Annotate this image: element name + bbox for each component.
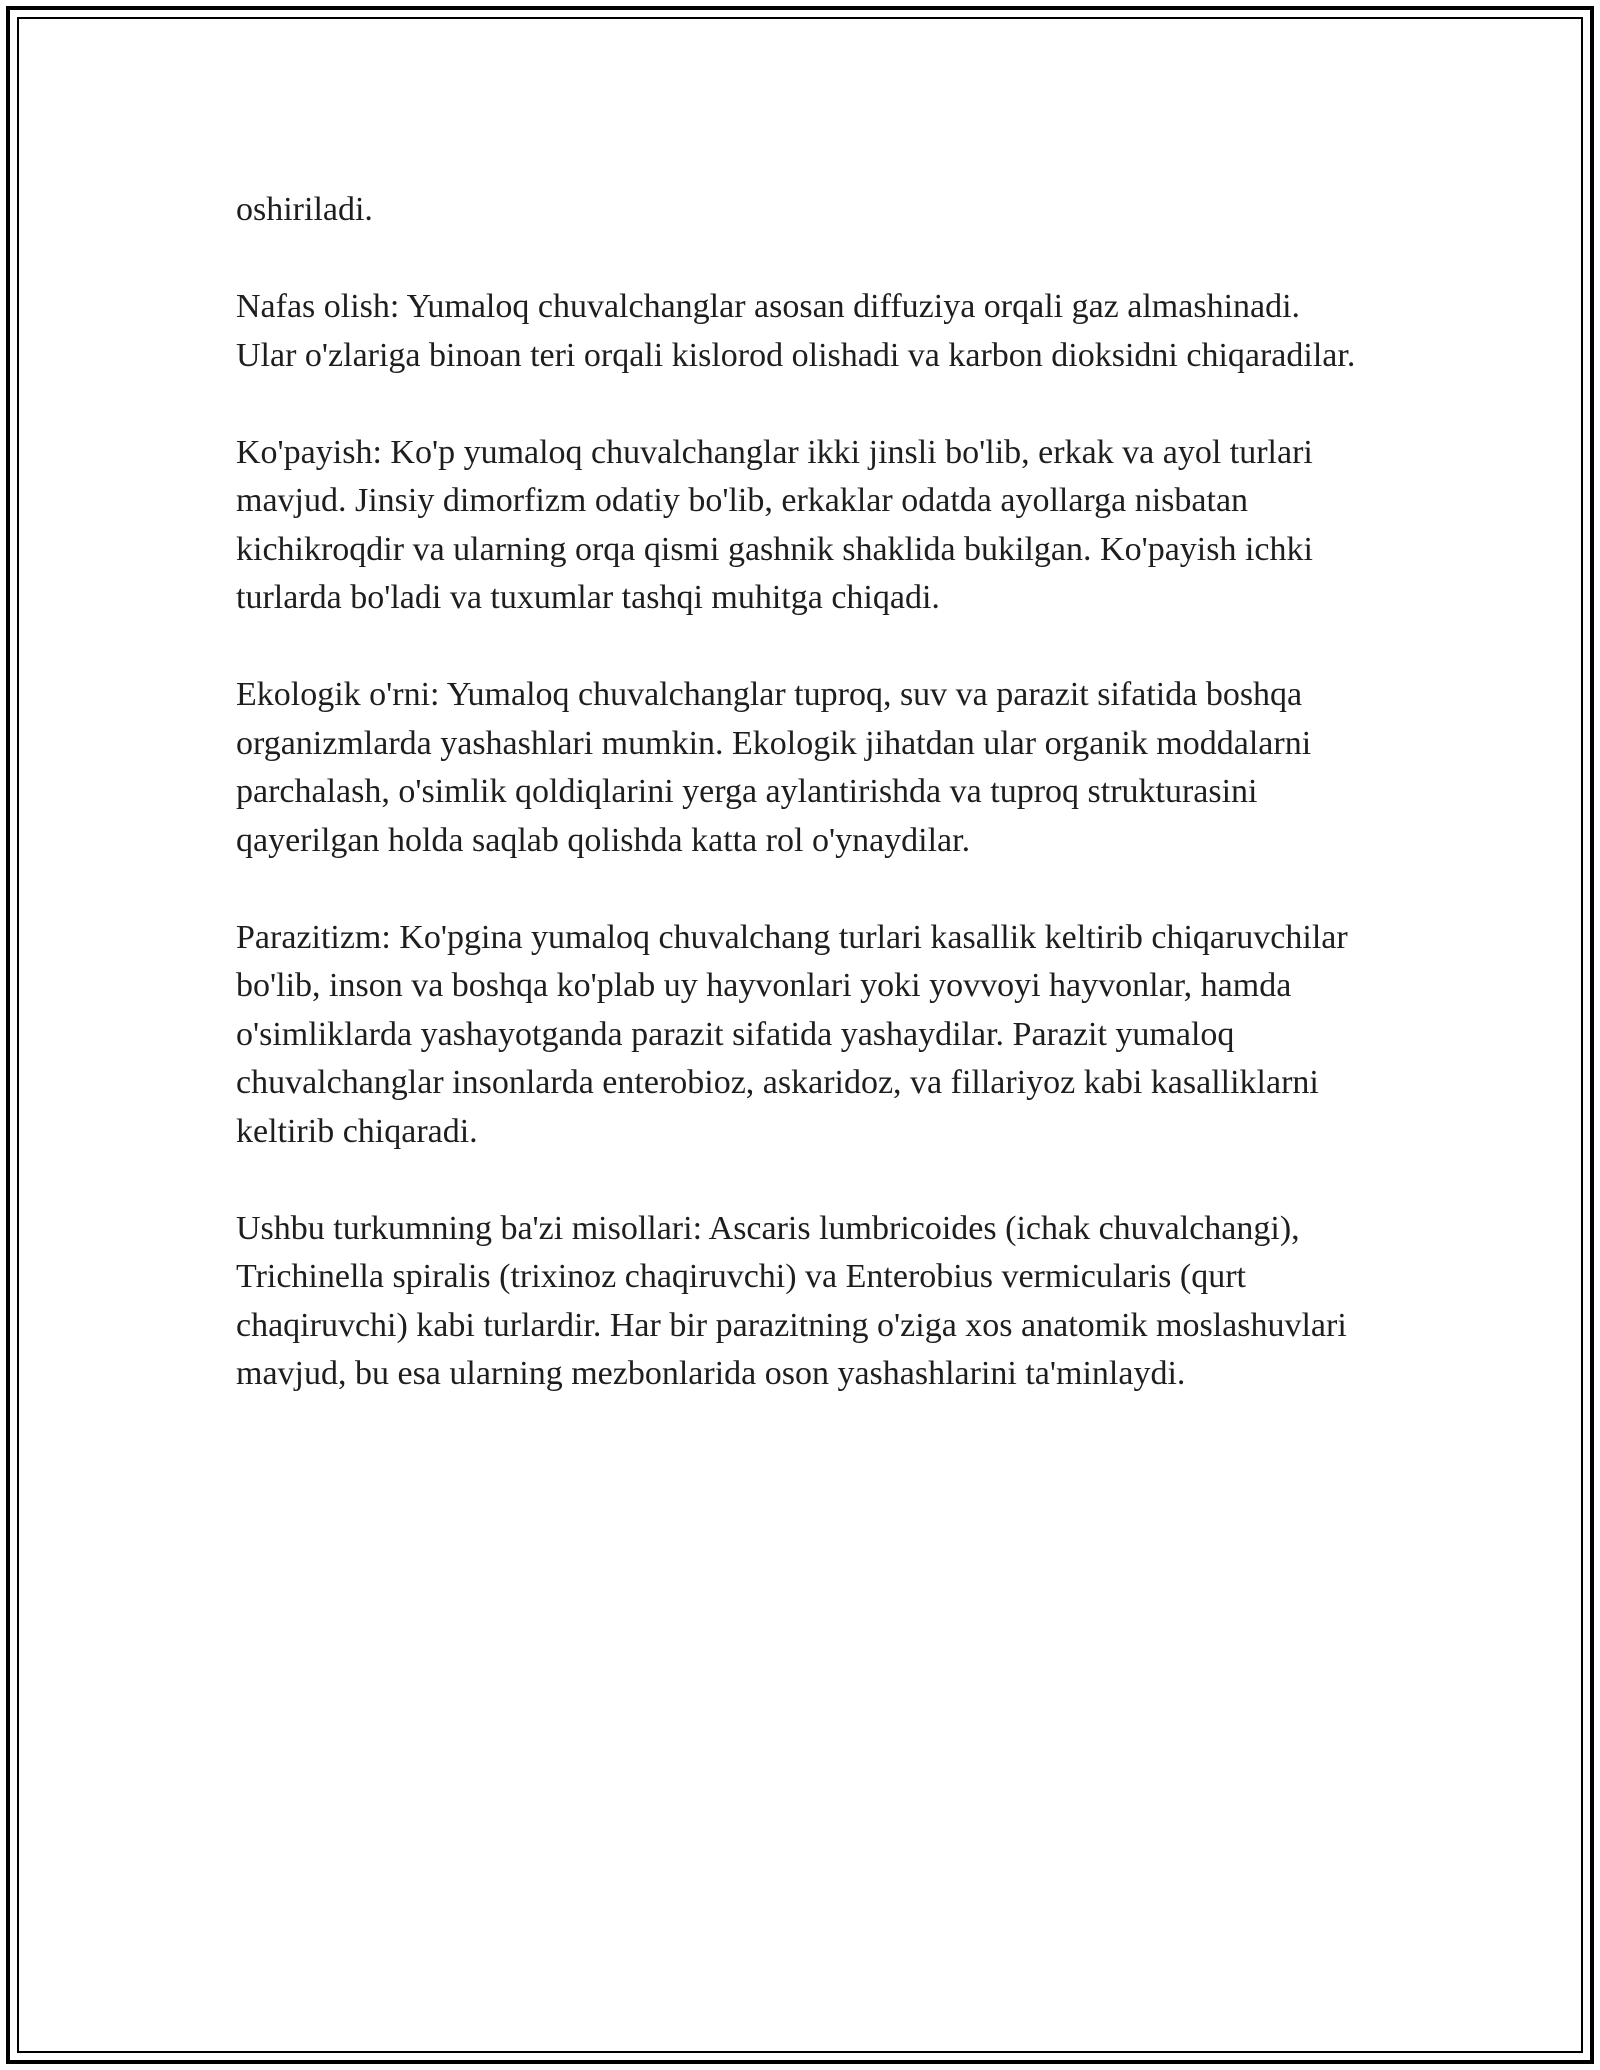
paragraph-parazitizm: Parazitizm: Ko'pgina yumaloq chuvalchang turlari kasallik keltirib chiqaruvchilar bo'lib, inson va boshqa ko'plab uy hayvonlari yoki yovvoyi hayvonlar, hamda o'simliklarda yashayotganda parazit sifatida yashaydilar. Parazit yumaloq chuvalchanglar insonlarda enterobioz, askaridoz, va fillariyoz kabi kasalliklarni keltirib chiqaradi. bbox=[236, 918, 1348, 1150]
paragraph-ekologik-orni: Ekologik o'rni: Yumaloq chuvalchanglar tuproq, suv va parazit sifatida boshqa organizmlarda yashashlari mumkin. Ekologik jihatdan ular organik moddalarni parchalash, o'simlik qoldiqlarini yerga aylantirishda va tuproq strukturasini qayerilgan holda saqlab qolishda katta rol o'ynaydilar. bbox=[236, 676, 1312, 859]
document-body bbox=[236, 186, 1366, 1399]
paragraph-kopayish: Ko'payish: Ko'p yumaloq chuvalchanglar ikki jinsli bo'lib, erkak va ayol turlari mavjud. Jinsiy dimorfizm odatiy bo'lib, erkaklar odatda ayollarga nisbatan kichikroqdir va ularning orqa qismi gashnik shaklida bukilgan. Ko'payish ichki turlarda bo'ladi va tuxumlar tashqi muhitga chiqadi. bbox=[236, 433, 1313, 616]
paragraph-misollar: Ushbu turkumning ba'zi misollari: Ascaris lumbricoides (ichak chuvalchangi), Trichinella spiralis (trixinoz chaqiruvchi) va Enterobius vermicularis (qurt chaqiruvchi) kabi turlardir. Har bir parazitning o'ziga xos anatomik moslashuvlari mavjud, bu esa ularning mezbonlarida oson yashashlarini ta'minlaydi. bbox=[236, 1209, 1347, 1392]
paragraph-continuation: oshiriladi. bbox=[236, 191, 373, 228]
paragraph-nafas-olish: Nafas olish: Yumaloq chuvalchanglar asosan diffuziya orqali gaz almashinadi. Ular o'zlariga binoan teri orqali kislorod olishadi va karbon dioksidni chiqaradilar. bbox=[236, 288, 1356, 374]
